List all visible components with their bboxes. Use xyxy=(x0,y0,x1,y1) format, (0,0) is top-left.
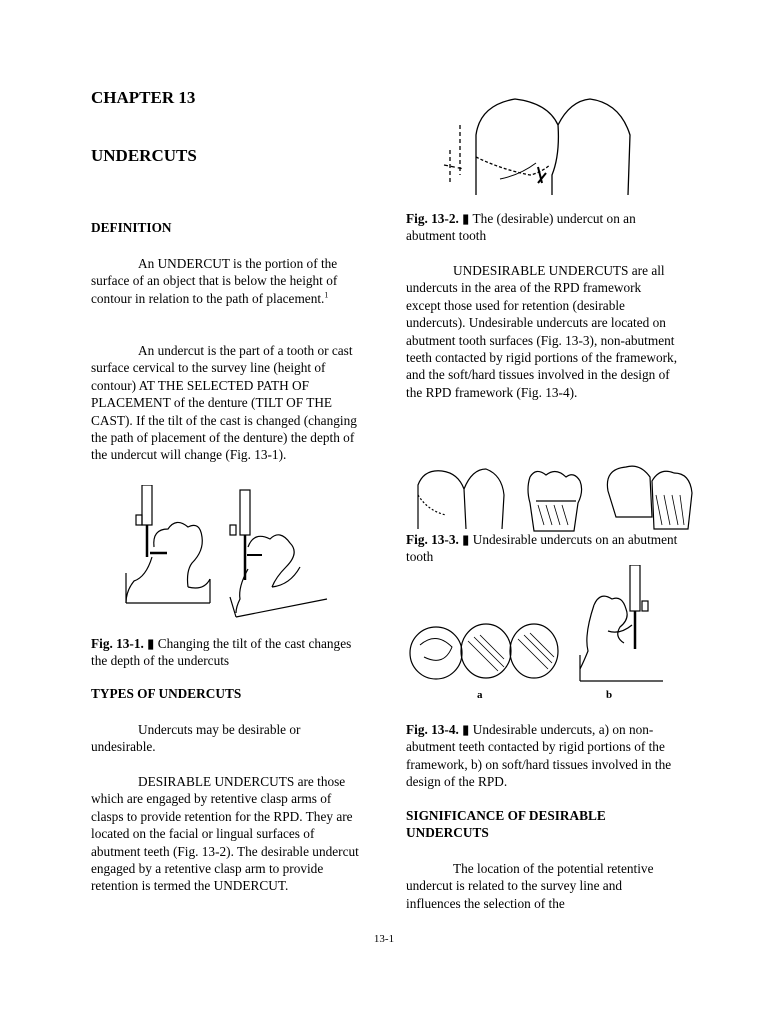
figure-13-3 xyxy=(412,455,702,535)
figure-13-4-caption-text: Undesirable undercuts, a) on non-abutment teeth contacted by rigid portions of the framework, b) on soft/hard tissues involved in the design of the RPD. xyxy=(406,722,672,790)
non-abutment-and-tissue-drawings xyxy=(408,565,668,685)
figure-13-1-caption xyxy=(91,635,363,670)
figure-13-4-label: Fig. 13-4. xyxy=(406,722,459,737)
definition-text-1: An UNDERCUT is the portion of the surface of an object that is below the height of contour in relation to the path of placement. xyxy=(91,256,338,306)
abutment-teeth-drawings xyxy=(412,455,702,535)
surveyor-tilt-drawing xyxy=(122,485,337,625)
chapter-heading: CHAPTER 13 xyxy=(91,88,196,107)
figure-13-2 xyxy=(440,95,640,203)
undesirable-undercuts-paragraph: UNDESIRABLE UNDERCUTS are all undercuts in the area of the RPD framework except those used for retention (desirable undercuts). Undesirable undercuts are located on abutment tooth surfaces (Fig. 13-3), non-abutment teeth contacted by rigid portions of the framework, and the soft/hard tissues involved in the design of the RPD framework (Fig. 13-4). xyxy=(406,263,678,400)
caption-marker: ▮ xyxy=(458,211,473,226)
figure-13-3-label: Fig. 13-3. xyxy=(406,532,459,547)
page-number: 13-1 xyxy=(373,933,395,945)
figure-13-1 xyxy=(122,485,337,625)
chapter-title: UNDERCUTS xyxy=(91,146,197,165)
figure-13-4 xyxy=(408,565,668,685)
figure-13-4-sub-a: a xyxy=(477,689,483,701)
reference-mark: 1 xyxy=(324,290,329,300)
definition-paragraph-2: An undercut is the part of a tooth or cast surface cervical to the survey line (height of contour) AT THE SELECTED PATH OF PLACEMENT of the denture (TILT OF THE CAST). If the tilt of the cast is changed (changing the path of placement of the denture) the depth of the undercut will change (Fig. 13-1). xyxy=(91,343,357,463)
figure-13-1-label: Fig. 13-1. xyxy=(91,636,144,651)
significance-heading: SIGNIFICANCE OF DESIRABLE UNDERCUTS xyxy=(406,808,606,841)
figure-13-2-label: Fig. 13-2. xyxy=(406,211,459,226)
figure-13-2-caption xyxy=(406,210,678,245)
figure-13-1-caption-text: Changing the tilt of the cast changes the depth of the undercuts xyxy=(91,636,352,669)
caption-marker: ▮ xyxy=(458,532,473,547)
caption-marker: ▮ xyxy=(458,722,473,737)
figure-13-3-caption xyxy=(406,531,678,566)
figure-13-4-sub-b: b xyxy=(606,689,613,701)
types-heading: TYPES OF UNDERCUTS xyxy=(91,686,242,701)
definition-heading: DEFINITION xyxy=(91,220,172,235)
abutment-tooth-drawing xyxy=(440,95,640,203)
figure-13-4-caption xyxy=(406,721,678,791)
figure-13-2-caption-text: The (desirable) undercut on an abutment tooth xyxy=(406,211,636,244)
definition-paragraph-1 xyxy=(91,255,363,307)
types-paragraph-1: Undercuts may be desirable or undesirable. xyxy=(91,722,301,755)
caption-marker: ▮ xyxy=(143,636,158,651)
figure-13-3-caption-text: Undesirable undercuts on an abutment tooth xyxy=(406,532,678,565)
significance-paragraph: The location of the potential retentive undercut is related to the survey line and influences the selection of the xyxy=(406,861,654,911)
desirable-undercuts-paragraph: DESIRABLE UNDERCUTS are those which are engaged by retentive clasp arms of clasps to provide retention for the RPD. They are located on the facial or lingual surfaces of abutment teeth (Fig. 13-2). The desirable undercut engaged by a retentive clasp arm to provide retention is termed the UNDERCUT. xyxy=(91,774,359,894)
